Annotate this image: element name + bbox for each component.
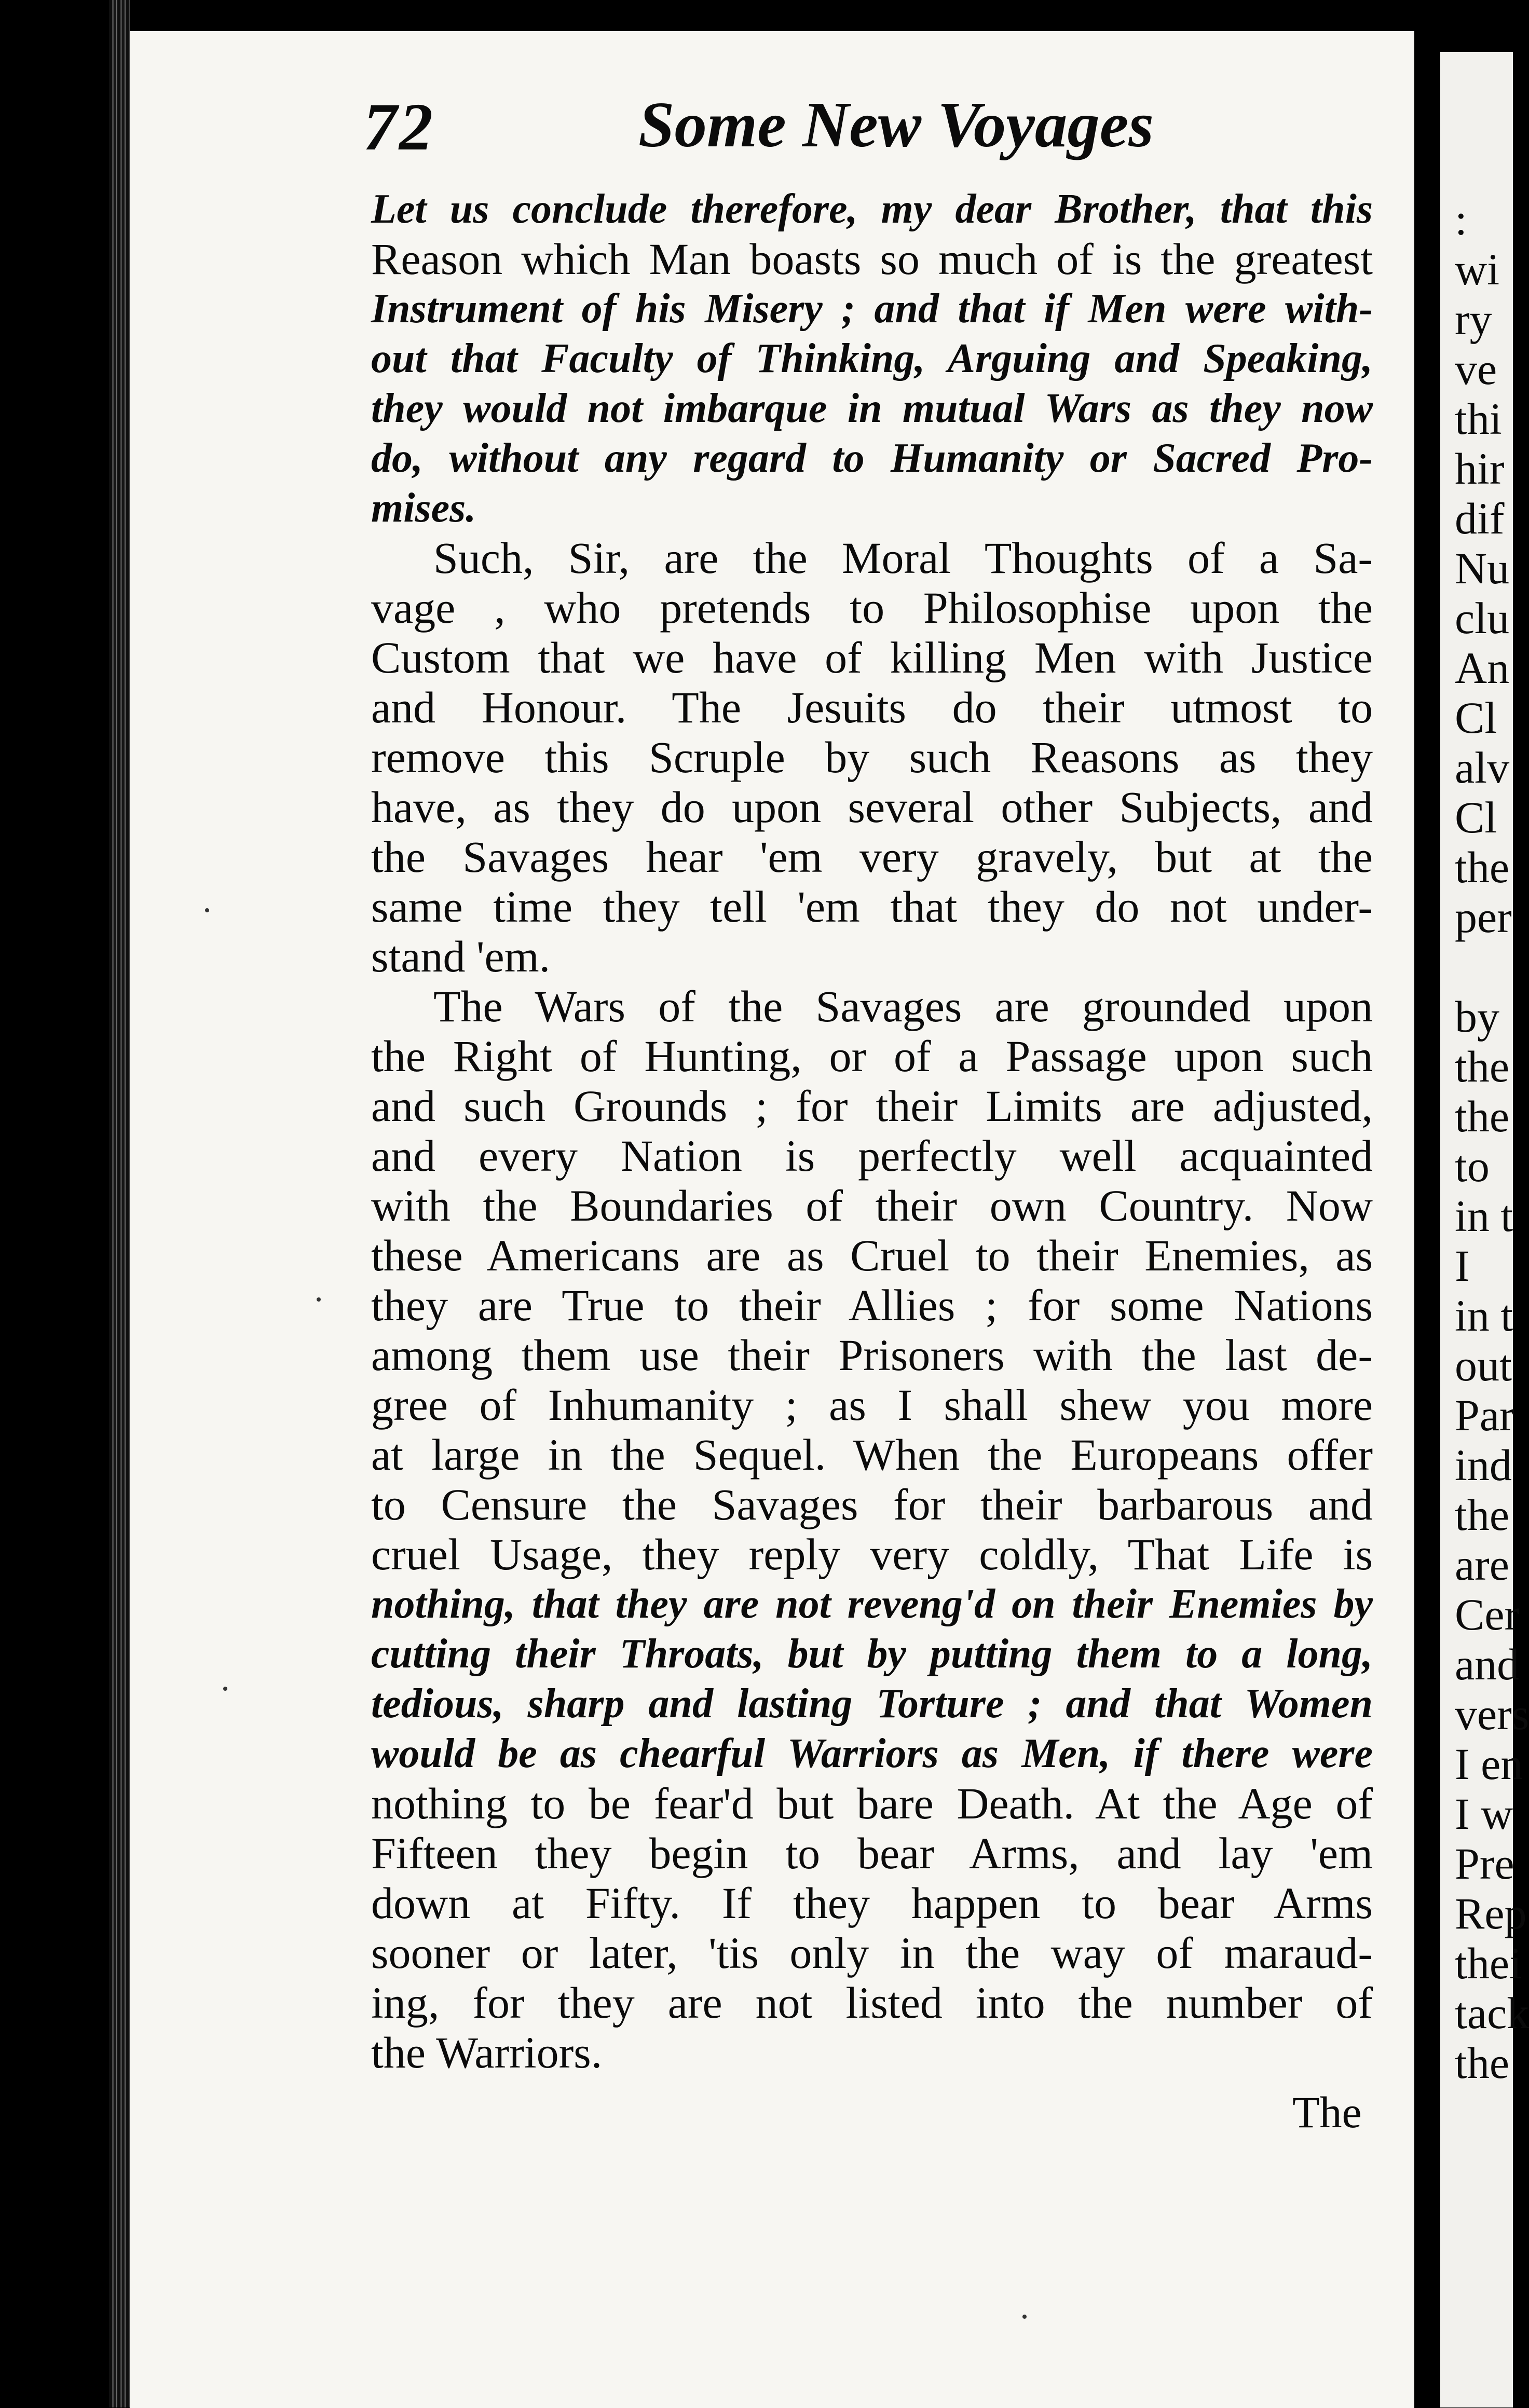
text-line: Reason which Man boasts so much of is the greatest <box>371 234 1373 284</box>
right-page-fragment-line: hir <box>1455 444 1505 494</box>
body-text <box>371 184 1373 2077</box>
right-page-fragment-line: the <box>1455 1091 1510 1141</box>
right-page-fragment-line: vers <box>1455 1689 1529 1739</box>
text-line: at large in the Sequel. When the Europeans offer <box>371 1430 1373 1480</box>
right-page-fragment-line: to <box>1455 1141 1490 1191</box>
text-line: would be as chearful Warriors as Men, if there were <box>371 1731 1373 1776</box>
text-line: Fifteen they begin to bear Arms, and lay 'em <box>371 1828 1373 1878</box>
right-page-fragment-line: Par <box>1455 1390 1514 1440</box>
right-page-fragment-line: the <box>1455 842 1510 892</box>
text-line: the Warriors. <box>371 2028 603 2077</box>
right-page-fragment-line: out <box>1455 1340 1512 1390</box>
text-line: these Americans are as Cruel to their Enemies, as <box>371 1230 1373 1280</box>
text-line: mises. <box>371 485 476 531</box>
text-line: and Honour. The Jesuits do their utmost to <box>371 682 1373 732</box>
right-page-fragment-line: Nu <box>1455 543 1510 593</box>
speck <box>317 1297 321 1302</box>
right-page-fragment-line: I en <box>1455 1739 1523 1789</box>
text-line: among them use their Prisoners with the last de- <box>371 1330 1373 1380</box>
text-line: ing, for they are not listed into the number of <box>371 1978 1373 2028</box>
text-line: out that Faculty of Thinking, Arguing and Speaking, <box>371 336 1373 381</box>
right-page-fragment-line: dif <box>1455 494 1505 543</box>
right-page-fragment-line: ind <box>1455 1440 1512 1490</box>
text-line: and every Nation is perfectly well acquainted <box>371 1131 1373 1181</box>
page-number: 72 <box>363 90 435 165</box>
right-page-fragment-line: by <box>1455 992 1499 1042</box>
text-line: gree of Inhumanity ; as I shall shew you more <box>371 1380 1373 1430</box>
speck <box>223 1687 227 1691</box>
text-line: nothing, that they are not reveng'd on their Enemies by <box>371 1581 1373 1627</box>
text-line: Custom that we have of killing Men with Justice <box>371 633 1373 682</box>
text-line: The Wars of the Savages are grounded upon <box>433 981 1373 1031</box>
right-page-fragment-line: in t <box>1455 1291 1513 1340</box>
catchword: The <box>1292 2087 1362 2137</box>
right-page-fragment-line: I w <box>1455 1789 1513 1839</box>
text-line: nothing to be fear'd but bare Death. At the Age of <box>371 1778 1373 1828</box>
right-page-fragment-line: in t <box>1455 1191 1513 1241</box>
text-line: vage , who pretends to Philosophise upon the <box>371 583 1373 633</box>
text-line: stand 'em. <box>371 932 551 981</box>
right-page-fragment-line: alv <box>1455 743 1510 792</box>
right-page-fragment-line: I <box>1455 1241 1470 1291</box>
right-page-fragment-line: the <box>1455 2038 1510 2088</box>
right-page-fragment-line: An <box>1455 643 1510 693</box>
right-page-fragment-line: the <box>1455 1042 1510 1091</box>
text-line: tedious, sharp and lasting Torture ; and that Women <box>371 1681 1373 1727</box>
text-line: remove this Scruple by such Reasons as they <box>371 732 1373 782</box>
running-head: Some New Voyages <box>638 89 1154 161</box>
right-page-fragment-line: thi <box>1455 394 1502 444</box>
right-page-fragment-line: are <box>1455 1540 1509 1590</box>
right-page-fragment-line <box>1440 942 1529 992</box>
text-line: do, without any regard to Humanity or Sacred Pro- <box>371 435 1373 481</box>
text-line: with the Boundaries of their own Country. Now <box>371 1181 1373 1230</box>
right-page-fragment-line: Cl <box>1455 693 1497 743</box>
page-header <box>363 88 1375 182</box>
text-line: they are True to their Allies ; for some Nations <box>371 1280 1373 1330</box>
right-page-fragment-line: wi <box>1455 244 1499 294</box>
right-page-fragment-line: thei <box>1455 1938 1522 1988</box>
book-spine <box>1414 0 1440 2407</box>
text-line: Such, Sir, are the Moral Thoughts of a Sa- <box>433 533 1373 583</box>
text-line: to Censure the Savages for their barbarous and <box>371 1480 1373 1529</box>
right-page-fragment-line: clu <box>1455 593 1510 643</box>
right-page-fragment-line: tack <box>1455 1988 1529 2038</box>
right-page-fragment-line: : <box>1455 195 1467 244</box>
speck <box>205 908 209 912</box>
right-page-fragment-line: per <box>1455 892 1512 942</box>
text-line: the Savages hear 'em very gravely, but at the <box>371 832 1373 882</box>
right-page-fragment-line: ry <box>1455 294 1492 344</box>
left-gutter-shadow <box>0 0 125 2407</box>
text-line: cutting their Throats, but by putting them to a long, <box>371 1631 1373 1677</box>
right-page-fragment-line: ve <box>1455 344 1497 394</box>
right-page-fragment-line: and <box>1455 1639 1520 1689</box>
text-line: sooner or later, 'tis only in the way of maraud- <box>371 1928 1373 1978</box>
text-line: Instrument of his Misery ; and that if Men were with- <box>371 286 1373 332</box>
text-line: they would not imbarque in mutual Wars as they now <box>371 386 1373 431</box>
right-page-fragment-line: Cl <box>1455 792 1497 842</box>
text-line: and such Grounds ; for their Limits are adjusted, <box>371 1081 1373 1131</box>
speck <box>1022 2315 1027 2319</box>
right-page-fragment-line: the <box>1455 1490 1510 1540</box>
text-line: the Right of Hunting, or of a Passage upon such <box>371 1031 1373 1081</box>
text-line: cruel Usage, they reply very coldly, That Life is <box>371 1529 1373 1579</box>
text-line: Let us conclude therefore, my dear Brother, that this <box>371 186 1373 232</box>
right-page-fragment-line: Rep <box>1455 1889 1527 1938</box>
right-page-fragment <box>1440 52 1529 2407</box>
right-page-fragment-line: Cer <box>1455 1590 1520 1639</box>
right-page-fragment-line: Pre <box>1455 1839 1514 1889</box>
text-line: same time they tell 'em that they do not under- <box>371 882 1373 932</box>
text-line: have, as they do upon several other Subjects, and <box>371 782 1373 832</box>
text-line: down at Fifty. If they happen to bear Arms <box>371 1878 1373 1928</box>
